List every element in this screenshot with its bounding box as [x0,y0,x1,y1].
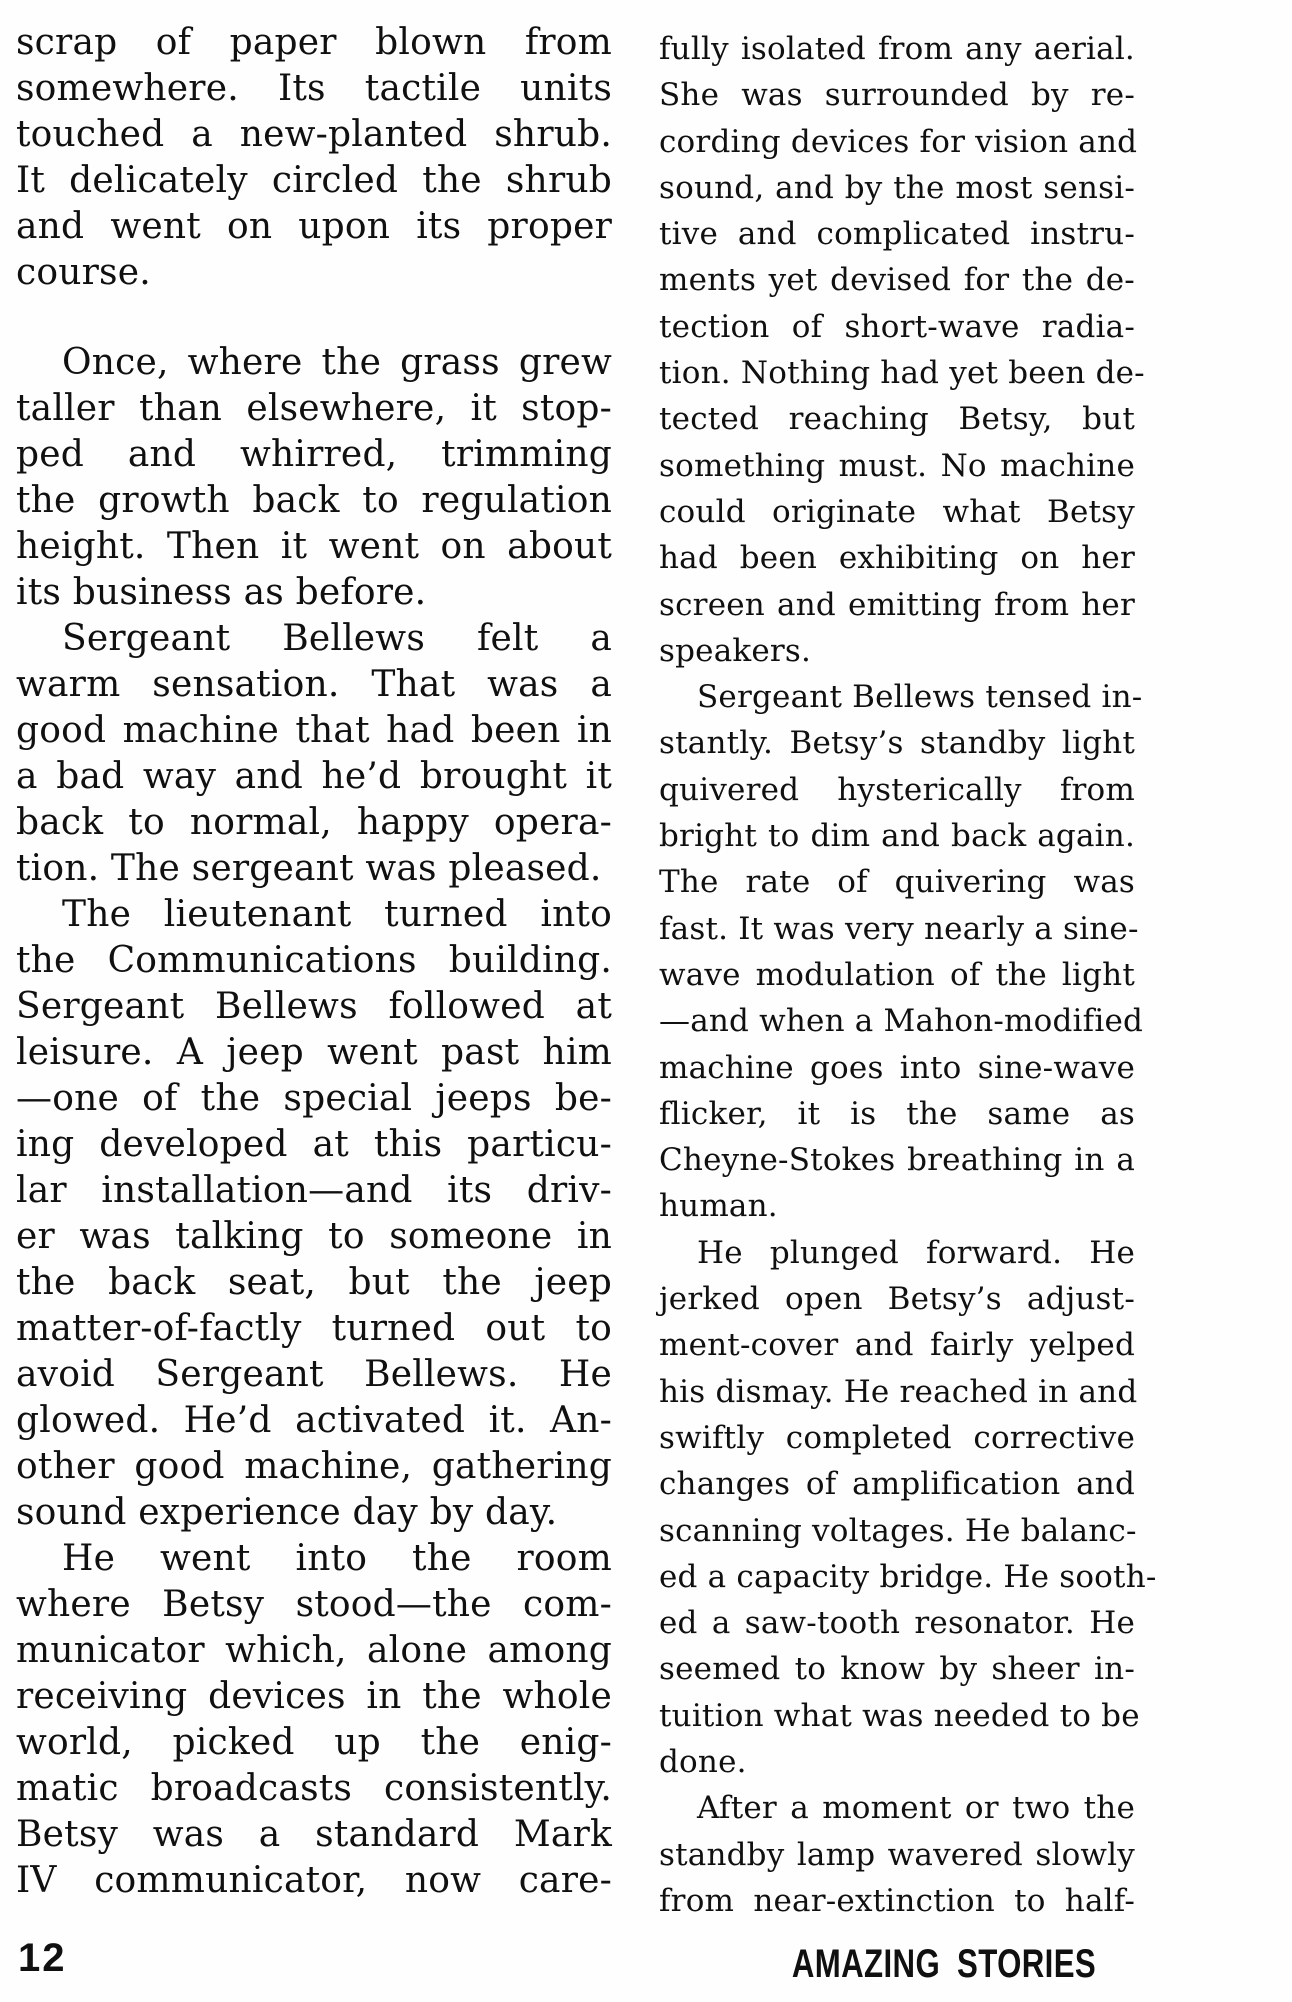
text-line: a bad way and he’d brought it [16,756,612,797]
text-line: human. [659,1188,778,1225]
text-line: tion. The sergeant was pleased. [16,848,602,889]
text-line: glowed. He’d activated it. An- [16,1400,612,1441]
text-line: Sergeant Bellews felt a [62,618,612,659]
text-line: jerked open Betsy’s adjust- [659,1281,1135,1318]
text-line: where Betsy stood—the com- [16,1584,612,1625]
text-line: done. [659,1743,747,1780]
text-line: cording devices for vision and [659,123,1138,160]
text-line: machine goes into sine-wave [659,1049,1135,1086]
text-line: and went on upon its proper [16,206,612,247]
text-line: other good machine, gathering [16,1446,612,1487]
text-line: tion. Nothing had yet been de- [659,355,1145,392]
text-line: stantly. Betsy’s standby light [659,725,1135,762]
text-line: er was talking to someone in [16,1216,612,1257]
text-line: fast. It was very nearly a sine- [659,910,1139,947]
text-line: tection of short-wave radia- [659,308,1135,345]
text-line: world, picked up the enig- [16,1722,612,1763]
text-line: course. [16,252,151,293]
text-line: quivered hysterically from [659,771,1135,808]
text-line: the Communications building. [16,940,612,981]
text-line: sound experience day by day. [16,1492,558,1533]
text-line: his dismay. He reached in and [659,1373,1138,1410]
text-line: matter-of-factly turned out to [16,1308,612,1349]
paragraph [16,20,612,296]
text-line: Sergeant Bellews tensed in- [697,679,1143,716]
paragraph [659,674,1144,1230]
paragraph [659,26,1145,674]
text-line: its business as before. [16,572,427,613]
text-line: something must. No machine [659,447,1135,484]
text-line: The rate of quivering was [659,864,1135,901]
text-line: ment-cover and fairly yelped [659,1327,1135,1364]
text-line: back to normal, happy opera- [16,802,612,843]
text-line: It delicately circled the shrub [16,160,612,201]
text-line: from near-extinction to half- [659,1882,1135,1919]
text-line: the growth back to regulation [16,480,612,521]
text-line: avoid Sergeant Bellews. He [16,1354,612,1395]
text-line: the back seat, but the jeep [16,1262,612,1303]
text-column-right [659,26,1157,1924]
text-line: taller than elsewhere, it stop- [16,388,612,429]
text-line: Once, where the grass grew [62,342,612,383]
paragraph [659,1785,1135,1924]
text-line: good machine that had been in [16,710,612,751]
text-line: fully isolated from any aerial. [659,31,1135,67]
text-line: height. Then it went on about [16,526,612,567]
text-line: leisure. A jeep went past him [16,1032,612,1073]
text-line: —and when a Mahon-modified [659,1003,1144,1040]
text-line: matic broadcasts consistently. [16,1768,612,1809]
text-line: He plunged forward. He [697,1234,1135,1271]
text-line: had been exhibiting on her [659,540,1135,577]
text-line: municator which, alone among [16,1630,612,1671]
text-line: scanning voltages. He balanc- [659,1512,1137,1549]
page-number: 12 [18,1936,67,1980]
magazine-title [659,1942,1096,1987]
text-line: ments yet devised for the de- [659,262,1135,299]
text-line: warm sensation. That was a [16,664,612,705]
magazine-title-text: AMAZING STORIES [791,1942,1096,1986]
text-line: scrap of paper blown from [16,22,612,63]
text-line: ped and whirred, trimming [16,434,612,475]
text-line: ed a capacity bridge. He sooth- [659,1558,1157,1595]
text-column-left [16,20,612,1904]
text-line: seemed to know by sheer in- [659,1651,1135,1688]
paragraph [16,340,612,616]
text-line: flicker, it is the same as [659,1095,1135,1132]
text-line: Cheyne-Stokes breathing in a [659,1142,1135,1179]
text-line: After a moment or two the [697,1790,1135,1827]
text-line: IV communicator, now care- [16,1860,612,1901]
text-line: standby lamp wavered slowly [659,1836,1135,1873]
text-line: tuition what was needed to be [659,1697,1140,1734]
text-line: screen and emitting from her [659,586,1135,623]
text-line: Betsy was a standard Mark [16,1814,612,1855]
text-line: bright to dim and back again. [659,818,1135,855]
paragraph [16,616,612,892]
paragraph [659,1230,1157,1786]
text-line: tected reaching Betsy, but [659,401,1135,438]
text-line: ed a saw-tooth resonator. He [659,1605,1135,1642]
text-line: The lieutenant turned into [62,894,612,935]
text-line: tive and complicated instru- [659,216,1135,253]
text-line: swiftly completed corrective [659,1419,1135,1456]
text-line: receiving devices in the whole [16,1676,612,1717]
text-line: sound, and by the most sensi- [659,169,1135,206]
text-line: changes of amplification and [659,1466,1135,1503]
paragraph [16,1536,612,1904]
text-line: He went into the room [62,1538,612,1579]
text-line: ing developed at this particu- [16,1124,612,1165]
text-line: somewhere. Its tactile units [16,68,612,109]
text-line: lar installation—and its driv- [16,1170,612,1211]
text-line: wave modulation of the light [659,956,1135,993]
text-line: —one of the special jeeps be- [16,1078,612,1119]
text-line: She was surrounded by re- [659,77,1135,114]
text-line: could originate what Betsy [659,493,1135,530]
text-line: speakers. [659,632,812,669]
text-line: touched a new-planted shrub. [16,114,612,155]
paragraph [16,892,612,1536]
text-line: Sergeant Bellews followed at [16,986,612,1027]
